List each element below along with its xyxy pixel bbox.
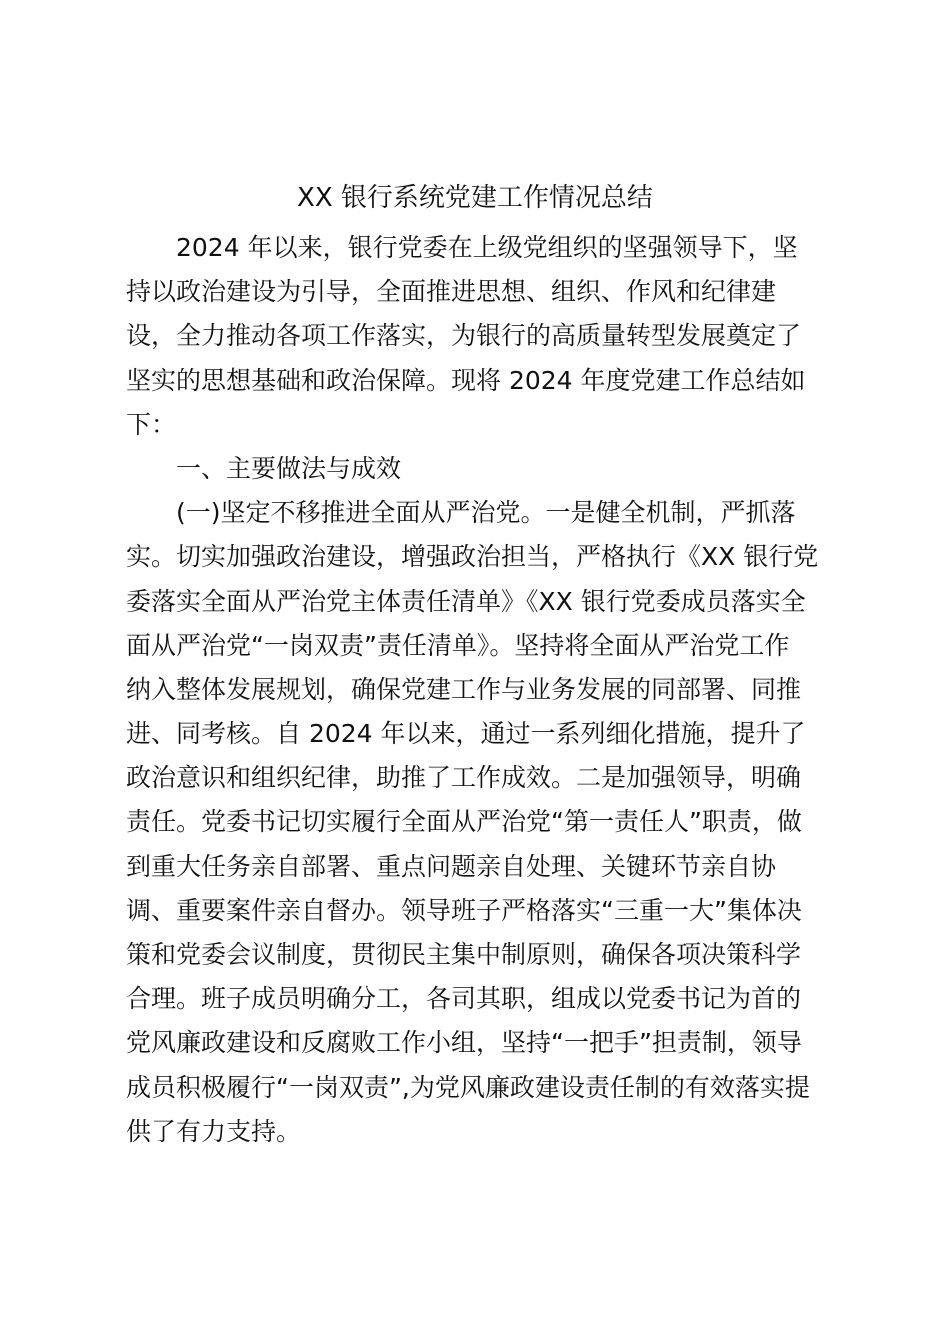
- paragraph-line: 下：: [126, 409, 177, 439]
- paragraph-line: 责任。党委书记切实履行全面从严治党“第一责任人”职责，做: [126, 807, 802, 837]
- document-title: XX 银行系统党建工作情况总结: [297, 183, 653, 213]
- paragraph-line: 设，全力推动各项工作落实，为银行的高质量转型发展奠定了: [126, 321, 802, 351]
- paragraph-line: 党风廉政建设和反腐败工作小组，坚持“一把手”担责制，领导: [126, 1028, 802, 1058]
- paragraph-line: 成员积极履行“一岗双责”,为党风廉政建设责任制的有效落实提: [126, 1072, 810, 1102]
- paragraph-line: 实。切实加强政治建设，增强政治担当，严格执行《XX 银行党: [126, 542, 819, 572]
- paragraph-line: 2024 年以来，银行党委在上级党组织的坚强领导下，坚: [176, 233, 798, 262]
- paragraph-line: 调、重要案件亲自督办。领导班子严格落实“三重一大”集体决: [126, 895, 802, 925]
- paragraph-line: (一)坚定不移推进全面从严治党。一是健全机制，严抓落: [176, 498, 796, 528]
- paragraph-line: 到重大任务亲自部署、重点问题亲自处理、关键环节亲自协: [126, 851, 777, 881]
- paragraph-line: 纳入整体发展规划，确保党建工作与业务发展的同部署、同推: [126, 674, 802, 704]
- document-body: [126, 226, 832, 1154]
- paragraph-line: 供了有力支持。: [126, 1116, 302, 1146]
- paragraph-line: 委落实全面从严治党主体责任清单》《XX 银行党委成员落实全: [126, 586, 806, 616]
- paragraph-line: 面从严治党“一岗双责”责任清单》。坚持将全面从严治党工作: [126, 630, 790, 660]
- paragraph-line: 政治意识和组织纪律，助推了工作成效。二是加强领导，明确: [126, 763, 802, 793]
- paragraph-line: 坚实的思想基础和政治保障。现将 2024 年度党建工作总结如: [126, 365, 806, 395]
- paragraph-line: 进、同考核。自 2024 年以来，通过一系列细化措施，提升了: [126, 719, 806, 749]
- paragraph-line: 策和党委会议制度，贯彻民主集中制原则，确保各项决策科学: [126, 940, 802, 969]
- paragraph-line: 合理。班子成员明确分工，各司其职，组成以党委书记为首的: [126, 984, 802, 1014]
- paragraph-line: 持以政治建设为引导，全面推进思想、组织、作风和纪律建: [126, 277, 777, 307]
- section-heading: 一、主要做法与成效: [176, 453, 402, 483]
